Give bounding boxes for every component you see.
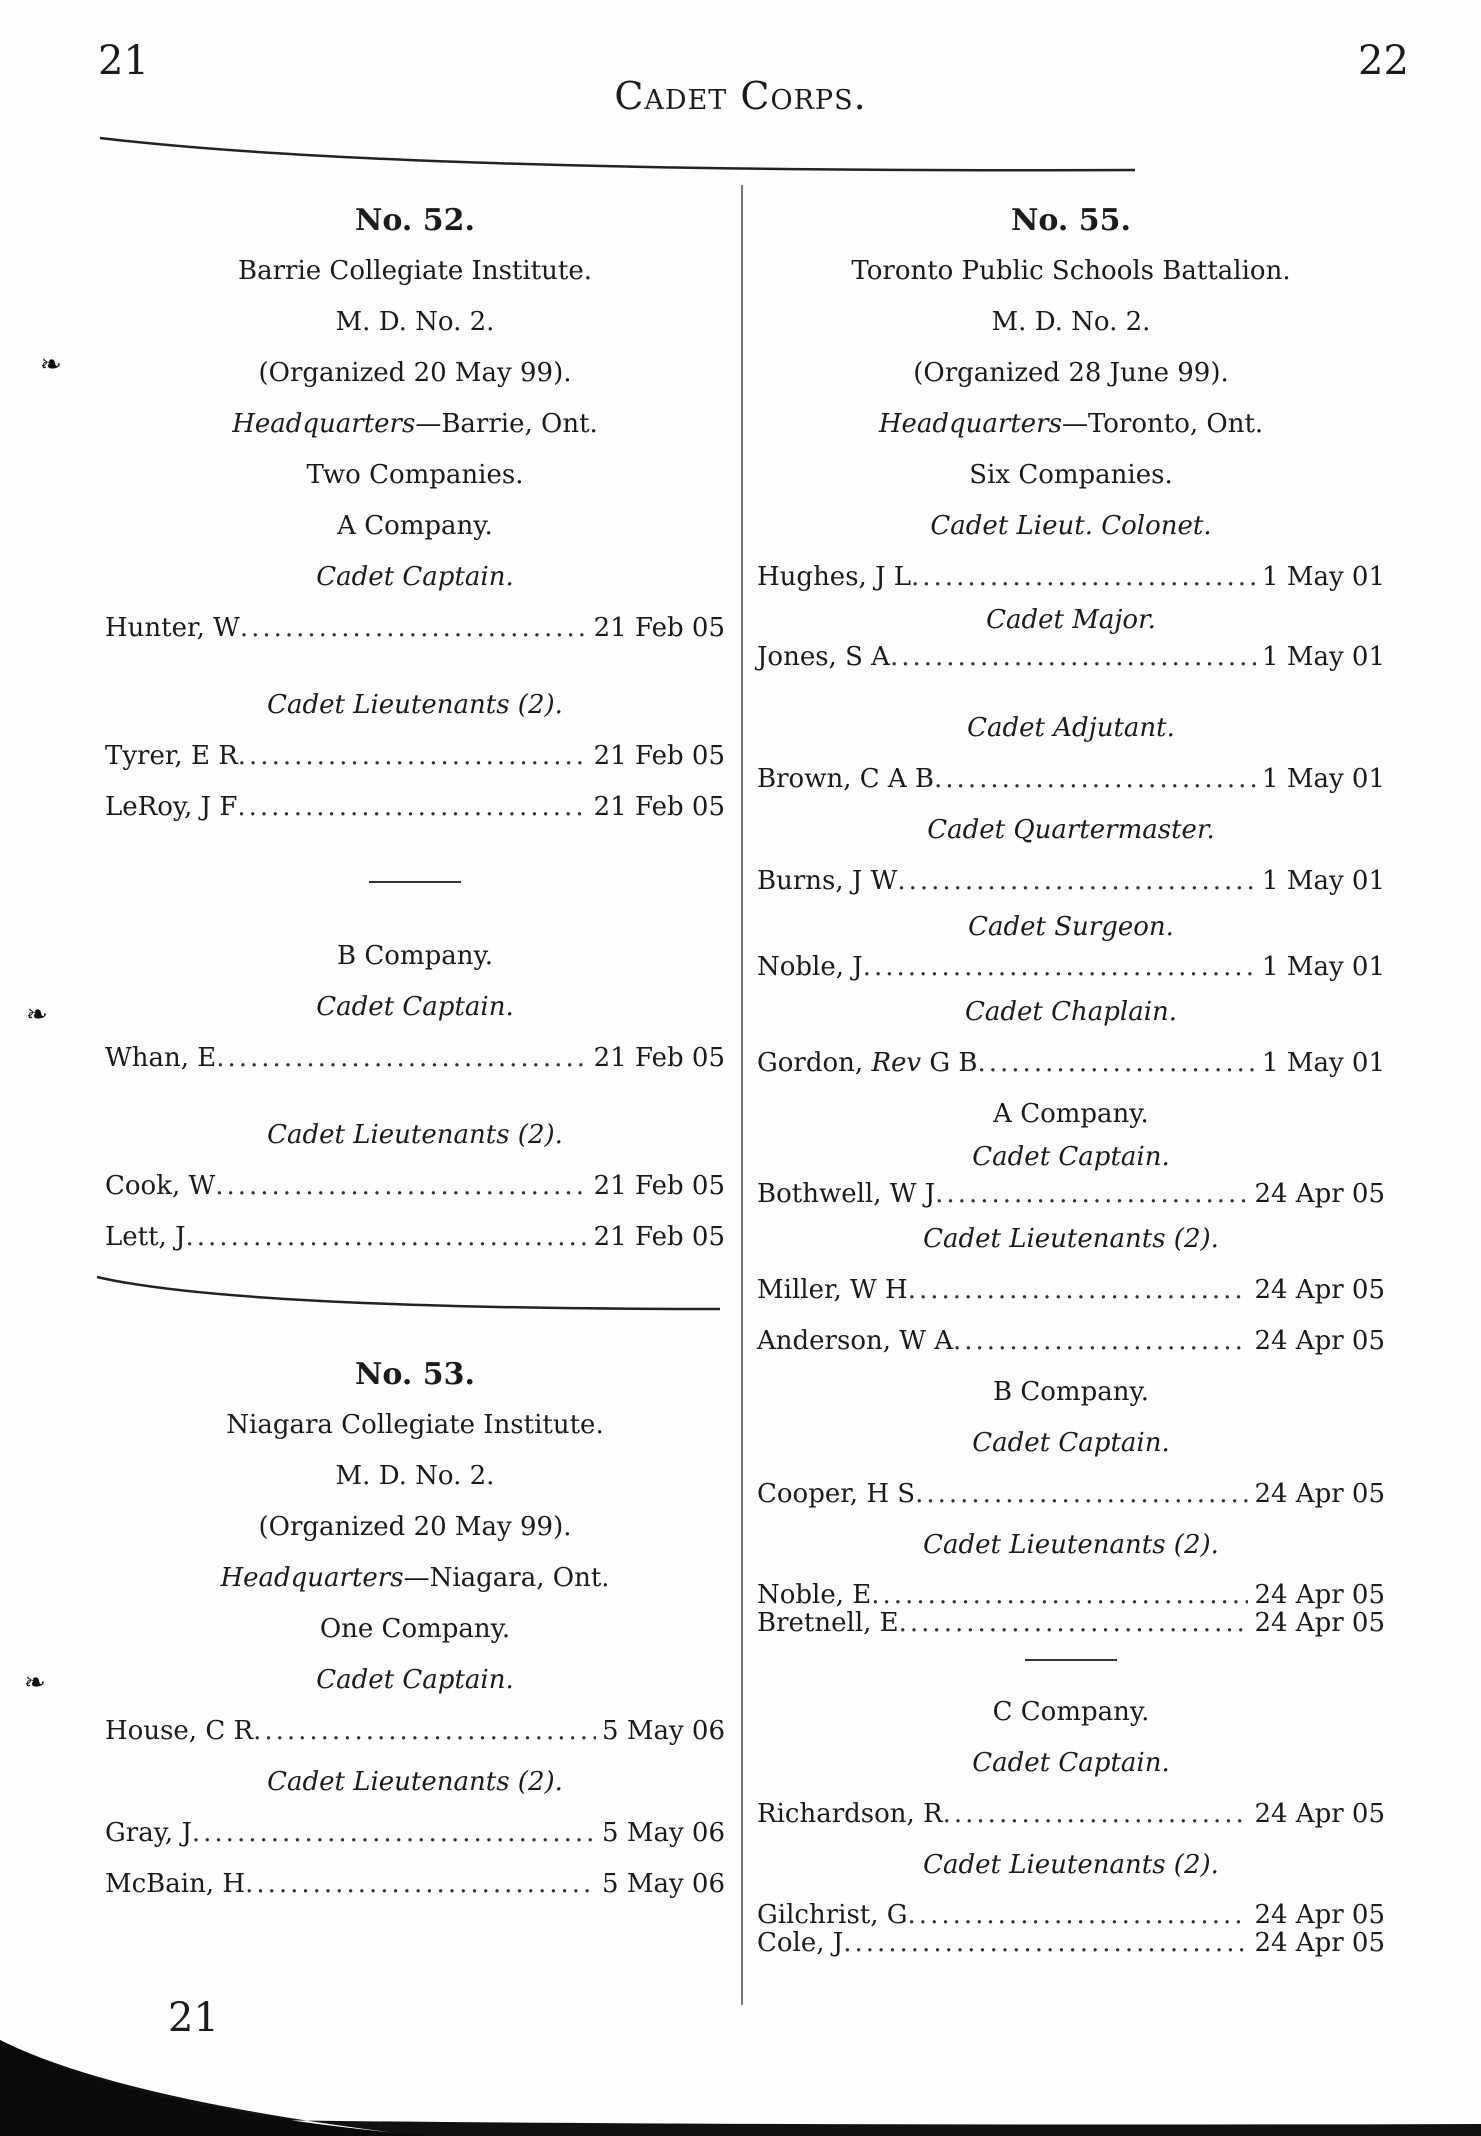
officer-name: Burns, J W <box>757 866 898 896</box>
military-district: M. D. No. 2. <box>991 307 1151 337</box>
leader-dots <box>871 1581 1248 1609</box>
headquarters-place: —Toronto, Ont. <box>1061 409 1264 439</box>
company-count: One Company. <box>319 1614 511 1644</box>
officer-entry <box>757 637 1385 677</box>
margin-mark: ❧ <box>40 350 62 380</box>
leader-dots <box>935 1174 1248 1214</box>
officer-name: Cook, W <box>105 1171 216 1201</box>
officer-name: Jones, S A <box>757 642 890 672</box>
unit-name: Niagara Collegiate Institute. <box>226 1410 604 1440</box>
leader-dots <box>253 1706 596 1757</box>
leader-dots <box>899 1609 1249 1637</box>
rank-heading: Cadet Surgeon. <box>968 912 1174 942</box>
commission-date: 21 Feb 05 <box>593 1043 725 1073</box>
rank-heading: Cadet Captain. <box>316 562 514 592</box>
organized-date: (Organized 28 June 99). <box>913 358 1229 388</box>
commission-date: 24 Apr 05 <box>1254 1799 1385 1829</box>
commission-date: 5 May 06 <box>602 1716 725 1746</box>
officer-name: Richardson, R <box>757 1799 943 1829</box>
rank-heading: Cadet Lieut. Colonet. <box>930 511 1212 541</box>
unit-number: No. 52. <box>355 203 475 238</box>
leader-dots <box>192 1808 596 1859</box>
leader-dots <box>908 1265 1249 1316</box>
officer-entry <box>105 731 725 782</box>
leader-dots <box>911 552 1256 603</box>
running-title: Cadet Corps. <box>614 74 867 118</box>
headquarters <box>105 399 725 450</box>
commission-date: 1 May 01 <box>1262 562 1385 592</box>
officer-name: Hunter, W <box>105 613 240 643</box>
officer-name: Bothwell, W J <box>757 1179 936 1209</box>
chaplain-initials: G B <box>921 1048 978 1078</box>
unit-55 <box>757 195 1385 1957</box>
margin-mark: ❧ <box>24 1668 46 1698</box>
unit-name: Barrie Collegiate Institute. <box>238 256 592 286</box>
rank-heading: Cadet Captain. <box>316 992 514 1022</box>
rank-heading: Cadet Adjutant. <box>967 713 1175 743</box>
officer-entry <box>757 1581 1385 1609</box>
officer-name: House, C R <box>105 1716 254 1746</box>
chaplain-surname: Gordon, <box>757 1048 872 1078</box>
rank-heading: Cadet Lieutenants (2). <box>923 1850 1219 1880</box>
officer-entry <box>757 1174 1385 1214</box>
rank-heading: Cadet Captain. <box>972 1748 1170 1778</box>
officer-entry <box>757 947 1385 987</box>
commission-date: 21 Feb 05 <box>593 1171 725 1201</box>
leader-dots <box>890 637 1256 677</box>
commission-date: 1 May 01 <box>1262 1048 1385 1078</box>
organized-date: (Organized 20 May 99). <box>258 358 572 388</box>
commission-date: 1 May 01 <box>1262 764 1385 794</box>
rank-heading: Cadet Captain. <box>316 1665 514 1695</box>
company-heading: A Company. <box>993 1099 1149 1129</box>
unit-number: No. 53. <box>355 1357 475 1392</box>
commission-date: 21 Feb 05 <box>593 613 725 643</box>
organized-date: (Organized 20 May 99). <box>258 1512 572 1542</box>
leader-dots <box>245 1859 596 1910</box>
leader-dots <box>943 1789 1249 1840</box>
company-count: Two Companies. <box>306 460 524 490</box>
headquarters-place: —Niagara, Ont. <box>403 1563 610 1593</box>
section-divider <box>369 881 461 883</box>
unit-53 <box>105 1349 725 1910</box>
officer-entry <box>757 1901 1385 1929</box>
commission-date: 5 May 06 <box>602 1869 725 1899</box>
commission-date: 24 Apr 05 <box>1254 1179 1385 1209</box>
headquarters <box>757 399 1385 450</box>
officer-entry <box>757 1609 1385 1637</box>
rank-heading: Cadet Quartermaster. <box>927 815 1215 845</box>
leader-dots <box>863 947 1256 987</box>
leader-dots <box>238 731 588 782</box>
officer-entry <box>757 552 1385 603</box>
headquarters-label: Headquarters <box>878 409 1062 439</box>
commission-date: 24 Apr 05 <box>1254 1326 1385 1356</box>
officer-name: Gray, J <box>105 1818 192 1848</box>
chaplain-title: Rev <box>871 1048 922 1078</box>
commission-date: 24 Apr 05 <box>1254 1900 1385 1930</box>
unit-name: Toronto Public Schools Battalion. <box>851 256 1291 286</box>
company-heading: B Company. <box>337 941 493 971</box>
rank-heading: Cadet Lieutenants (2). <box>267 690 563 720</box>
margin-mark: ❧ <box>26 1000 48 1030</box>
officer-entry <box>105 1808 725 1859</box>
officer-entry <box>105 1033 725 1084</box>
commission-date: 24 Apr 05 <box>1254 1275 1385 1305</box>
commission-date: 21 Feb 05 <box>593 1222 725 1252</box>
commission-date: 21 Feb 05 <box>593 792 725 822</box>
officer-name: Hughes, J L <box>757 562 912 592</box>
leader-dots <box>843 1929 1248 1957</box>
column-divider <box>741 185 743 2005</box>
scan-shadow <box>0 2040 1481 2136</box>
headquarters-label: Headquarters <box>220 1563 404 1593</box>
officer-name: Brown, C A B <box>757 764 935 794</box>
company-heading: C Company. <box>992 1697 1150 1727</box>
commission-date: 5 May 06 <box>602 1818 725 1848</box>
leader-dots <box>934 754 1256 805</box>
officer-name: Gilchrist, G <box>757 1900 908 1930</box>
headquarters-label: Headquarters <box>232 409 416 439</box>
leader-dots <box>897 856 1256 907</box>
leader-dots <box>908 1901 1249 1929</box>
leader-dots <box>915 1469 1248 1520</box>
page-number-right: 22 <box>1358 38 1409 84</box>
unit-separator-rule <box>95 1269 725 1319</box>
rank-heading: Cadet Chaplain. <box>964 997 1178 1027</box>
officer-entry <box>105 1859 725 1910</box>
officer-name: Miller, W H <box>757 1275 908 1305</box>
officer-name: Tyrer, E R <box>105 741 238 771</box>
officer-entry <box>757 1038 1385 1089</box>
rank-heading: Cadet Lieutenants (2). <box>267 1767 563 1797</box>
military-district: M. D. No. 2. <box>335 307 495 337</box>
rank-heading: Cadet Lieutenants (2). <box>923 1530 1219 1560</box>
rank-heading: Cadet Major. <box>986 605 1156 635</box>
leader-dots <box>978 1038 1257 1089</box>
company-count: Six Companies. <box>969 460 1173 490</box>
unit-52 <box>105 195 725 1263</box>
officer-entry <box>105 603 725 654</box>
officer-entry <box>757 1316 1385 1367</box>
officer-name: McBain, H <box>105 1869 246 1899</box>
officer-name: Anderson, W A <box>757 1326 954 1356</box>
commission-date: 24 Apr 05 <box>1254 1479 1385 1509</box>
officer-entry <box>757 754 1385 805</box>
rank-heading: Cadet Lieutenants (2). <box>923 1224 1219 1254</box>
headquarters-place: —Barrie, Ont. <box>415 409 598 439</box>
commission-date: 1 May 01 <box>1262 866 1385 896</box>
officer-entry <box>757 1265 1385 1316</box>
officer-name: Cole, J <box>757 1928 844 1958</box>
leader-dots <box>186 1212 588 1263</box>
leader-dots <box>240 603 588 654</box>
officer-name: Noble, E <box>757 1580 872 1610</box>
officer-name: Cooper, H S <box>757 1479 916 1509</box>
officer-name: Lett, J <box>105 1222 186 1252</box>
rank-heading: Cadet Captain. <box>972 1142 1170 1172</box>
officer-entry <box>105 1706 725 1757</box>
officer-entry <box>757 1789 1385 1840</box>
officer-name: LeRoy, J F <box>105 792 238 822</box>
header-rule <box>95 128 1145 178</box>
unit-number: No. 55. <box>1011 203 1131 238</box>
leader-dots <box>953 1316 1248 1367</box>
officer-entry <box>105 1212 725 1263</box>
leader-dots <box>237 782 587 833</box>
commission-date: 24 Apr 05 <box>1254 1580 1385 1610</box>
officer-entry <box>757 1469 1385 1520</box>
commission-date: 21 Feb 05 <box>593 741 725 771</box>
commission-date: 24 Apr 05 <box>1254 1608 1385 1638</box>
officer-name: Whan, E <box>105 1043 217 1073</box>
officer-entry <box>757 1929 1385 1957</box>
officer-entry <box>757 856 1385 907</box>
commission-date: 1 May 01 <box>1262 642 1385 672</box>
leader-dots <box>216 1033 587 1084</box>
officer-entry <box>105 782 725 833</box>
officer-name: Noble, J <box>757 952 863 982</box>
section-divider <box>1025 1659 1117 1661</box>
page-number-left: 21 <box>98 38 149 84</box>
officer-name: Bretnell, E <box>757 1608 899 1638</box>
left-column <box>105 195 725 1910</box>
leader-dots <box>215 1161 587 1212</box>
headquarters <box>105 1553 725 1604</box>
company-heading: A Company. <box>337 511 493 541</box>
right-column <box>757 195 1385 1957</box>
officer-name <box>757 1038 978 1089</box>
page-folio: 21 <box>168 1995 219 2041</box>
rank-heading: Cadet Captain. <box>972 1428 1170 1458</box>
military-district: M. D. No. 2. <box>335 1461 495 1491</box>
commission-date: 24 Apr 05 <box>1254 1928 1385 1958</box>
officer-entry <box>105 1161 725 1212</box>
rank-heading: Cadet Lieutenants (2). <box>267 1120 563 1150</box>
company-heading: B Company. <box>993 1377 1149 1407</box>
commission-date: 1 May 01 <box>1262 952 1385 982</box>
